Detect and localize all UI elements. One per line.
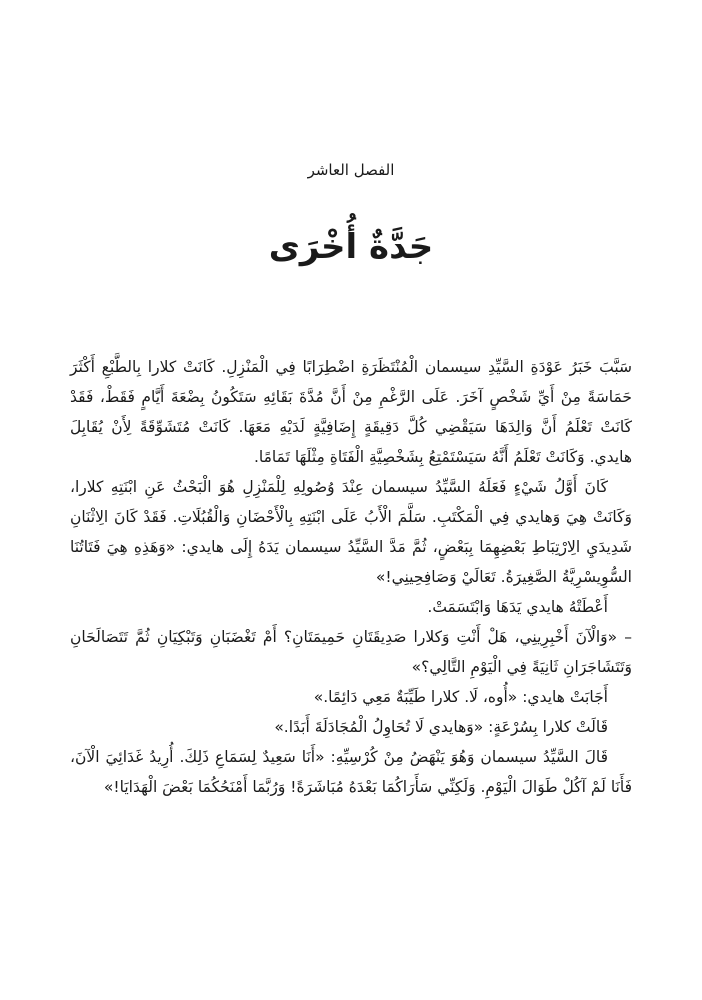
paragraph: أَجَابَتْ هايدي: «أُوه، لَا. كلارا طَيِّبَةٌ مَعِي دَائِمًا.» xyxy=(313,688,608,706)
paragraph: قَالَ السَّيِّدُ سيسمان وَهُوَ يَنْهَضُ مِنْ كُرْسِيِّهِ: «أَنَا سَعِيدٌ لِسَمَاعِ ذَلِكَ. أُرِيدُ غَدَائِيَ الْآنَ، فَأَنَا لَمْ آكُلْ طَوَالَ الْيَوْمِ. وَلَكِنِّي سَأَرَاكُمَا بَعْدَهُ مُبَاشَرَةً! وَرُبَّمَا أَمْنَحُكُمَا بَعْضَ الْهَدَايَا!» xyxy=(70,748,632,796)
paragraph: قَالَتْ كلارا بِسُرْعَةٍ: «وَهايدي لَا تُحَاوِلُ الْمُجَادَلَةَ أَبَدًا.» xyxy=(274,718,608,736)
paragraph: – «وَالْآنَ أَخْبِرِينِي، هَلْ أَنْتِ وَكلارا صَدِيقَتَانِ حَمِيمَتَانِ؟ أَمْ تَغْضَبَانِ وَتَبْكِيَانِ ثُمَّ تَتَصَالَحَانِ وَتَتَشَاجَرَانِ ثَانِيَةً فِي الْيَوْمِ التَّالِي؟» xyxy=(70,628,632,676)
chapter-label: الفصل العاشر xyxy=(307,161,395,179)
chapter-body xyxy=(70,352,632,802)
chapter-title: جَدَّةٌ أُخْرَى xyxy=(268,227,434,267)
paragraph: أَعْطَتْهُ هايدي يَدَهَا وَابْتَسَمَتْ. xyxy=(427,598,608,616)
paragraph: كَانَ أَوَّلُ شَيْءٍ فَعَلَهُ السَّيِّدُ سيسمان عِنْدَ وُصُولِهِ لِلْمَنْزِلِ هُوَ الْبَحْثُ عَنِ ابْنَتِهِ كلارا، وَكَانَتْ هِيَ وَهايدي فِي الْمَكْتَبِ. سَلَّمَ الْأَبُ عَلَى ابْنَتِهِ بِالْأَحْضَانِ وَالْقُبُلَاتِ. فَقَدْ كَانَ الِاثْنَانِ شَدِيدَيِ الِارْتِبَاطِ بَعْضِهِمَا بِبَعْضٍ، ثُمَّ مَدَّ السَّيِّدُ سيسمان يَدَهُ إِلَى هايدي: «وَهَذِهِ هِيَ فَتَاتُنَا السُّوِيسْرِيَّةُ الصَّغِيرَةُ. تَعَالَيْ وَصَافِحِينِي!» xyxy=(70,478,632,586)
paragraph: سَبَّبَ خَبَرُ عَوْدَةِ السَّيِّدِ سيسمان الْمُنْتَظَرَةِ اضْطِرَابًا فِي الْمَنْزِلِ. كَانَتْ كلارا بِالطَّبْعِ أَكْثَرَ حَمَاسَةً مِنْ أَيِّ شَخْصٍ آخَرَ. عَلَى الرَّغْمِ مِنْ أَنَّ مُدَّةَ بَقَائِهِ سَتَكُونُ بِضْعَةَ أَيَّامٍ فَقَطْ، فَقَدْ كَانَتْ تَعْلَمُ أَنَّ وَالِدَهَا سَيَقْضِي كُلَّ دَقِيقَةٍ إِضَافِيَّةٍ لَدَيْهِ مَعَهَا. كَانَتْ مُتَشَوِّقَةً لِأَنْ يُقَابِلَ هايدي. وَكَانَتْ تَعْلَمُ أَنَّهُ سَيَسْتَمْتِعُ بِشَخْصِيَّةِ الْفَتَاةِ مِثْلَهَا تَمَامًا. xyxy=(70,358,632,466)
